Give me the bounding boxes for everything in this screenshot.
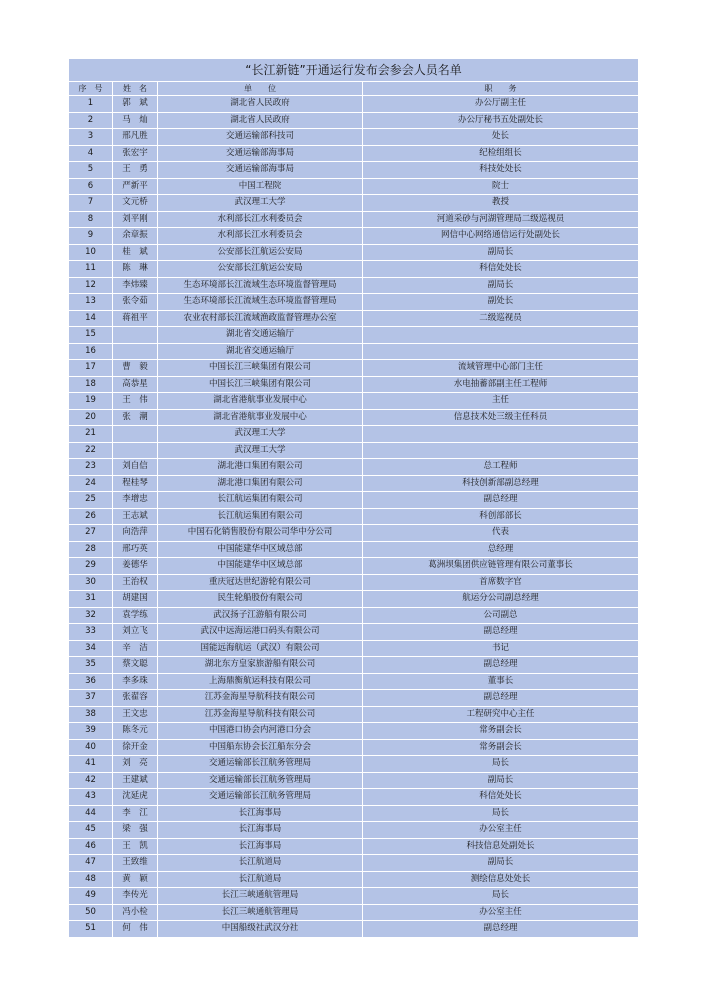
title-row — [69, 59, 639, 82]
row-position-cell: 科技处处长 — [363, 162, 639, 179]
row-organization-cell: 长江航道局 — [158, 871, 363, 888]
row-organization-cell: 水利部长江水利委员会 — [158, 211, 363, 228]
row-name-cell: 李传光 — [113, 888, 158, 905]
row-index-cell: 24 — [69, 475, 113, 492]
row-name-cell: 向浩萍 — [113, 525, 158, 542]
table-row — [69, 360, 639, 377]
row-position-cell: 科信处处长 — [363, 789, 639, 806]
row-position-cell: 首席数字官 — [363, 574, 639, 591]
table-row — [69, 921, 639, 938]
row-index-cell: 13 — [69, 294, 113, 311]
row-index-cell: 6 — [69, 178, 113, 195]
row-index-cell: 46 — [69, 838, 113, 855]
row-index-cell: 25 — [69, 492, 113, 509]
row-name-cell: 王文忠 — [113, 706, 158, 723]
row-name-cell: 郭 斌 — [113, 96, 158, 113]
row-name-cell — [113, 327, 158, 344]
row-organization-cell: 长江航运集团有限公司 — [158, 492, 363, 509]
row-position-cell: 副局长 — [363, 244, 639, 261]
row-name-cell — [113, 426, 158, 443]
row-name-cell: 李炜臻 — [113, 277, 158, 294]
row-organization-cell: 中国港口协会内河港口分会 — [158, 723, 363, 740]
row-name-cell: 李 江 — [113, 805, 158, 822]
row-name-cell: 王 凯 — [113, 838, 158, 855]
table-row — [69, 129, 639, 146]
row-name-cell: 冯小检 — [113, 904, 158, 921]
row-name-cell: 徐开金 — [113, 739, 158, 756]
row-organization-cell: 上海鼎衡航运科技有限公司 — [158, 673, 363, 690]
table-row — [69, 96, 639, 113]
table-row — [69, 376, 639, 393]
row-organization-cell: 交通运输部长江航务管理局 — [158, 756, 363, 773]
row-organization-cell: 中国船东协会长江船东分会 — [158, 739, 363, 756]
row-organization-cell: 武汉理工大学 — [158, 195, 363, 212]
row-name-cell: 邢巧英 — [113, 541, 158, 558]
table-row — [69, 145, 639, 162]
row-position-cell: 总经理 — [363, 541, 639, 558]
table-row — [69, 690, 639, 707]
table-row — [69, 327, 639, 344]
row-name-cell: 刘自信 — [113, 459, 158, 476]
row-organization-cell: 国能远海航运（武汉）有限公司 — [158, 640, 363, 657]
row-organization-cell: 湖北港口集团有限公司 — [158, 459, 363, 476]
row-index-cell: 2 — [69, 112, 113, 129]
row-position-cell: 工程研究中心主任 — [363, 706, 639, 723]
table-row — [69, 310, 639, 327]
row-position-cell: 常务副会长 — [363, 739, 639, 756]
row-name-cell: 程桂琴 — [113, 475, 158, 492]
table-row — [69, 723, 639, 740]
row-index-cell: 32 — [69, 607, 113, 624]
row-position-cell: 局长 — [363, 888, 639, 905]
row-organization-cell: 生态环境部长江流域生态环境监督管理局 — [158, 294, 363, 311]
row-index-cell: 29 — [69, 558, 113, 575]
row-organization-cell: 中国工程院 — [158, 178, 363, 195]
row-name-cell: 刘立飞 — [113, 624, 158, 641]
row-position-cell — [363, 426, 639, 443]
table-body — [69, 96, 639, 938]
row-index-cell: 21 — [69, 426, 113, 443]
row-index-cell: 17 — [69, 360, 113, 377]
row-organization-cell: 交通运输部海事局 — [158, 162, 363, 179]
row-index-cell: 10 — [69, 244, 113, 261]
row-name-cell: 王 勇 — [113, 162, 158, 179]
row-index-cell: 30 — [69, 574, 113, 591]
row-name-cell: 蒋祖平 — [113, 310, 158, 327]
row-index-cell: 48 — [69, 871, 113, 888]
row-position-cell: 局长 — [363, 805, 639, 822]
row-name-cell: 刘 亮 — [113, 756, 158, 773]
row-name-cell: 刘平刚 — [113, 211, 158, 228]
table-row — [69, 492, 639, 509]
row-position-cell: 葛洲坝集团供应链管理有限公司董事长 — [363, 558, 639, 575]
header-row — [69, 82, 639, 96]
header-organization: 单 位 — [158, 82, 363, 96]
table-row — [69, 525, 639, 542]
table-row — [69, 904, 639, 921]
row-index-cell: 12 — [69, 277, 113, 294]
row-organization-cell: 交通运输部长江航务管理局 — [158, 772, 363, 789]
row-organization-cell: 湖北省人民政府 — [158, 112, 363, 129]
table-row — [69, 640, 639, 657]
row-name-cell — [113, 343, 158, 360]
row-name-cell: 李增忠 — [113, 492, 158, 509]
row-name-cell: 张 潮 — [113, 409, 158, 426]
row-position-cell: 河道采砂与河湖管理局二级巡视员 — [363, 211, 639, 228]
row-name-cell: 何 伟 — [113, 921, 158, 938]
row-index-cell: 39 — [69, 723, 113, 740]
row-organization-cell: 湖北省港航事业发展中心 — [158, 409, 363, 426]
row-index-cell: 47 — [69, 855, 113, 872]
table-row — [69, 855, 639, 872]
table-row — [69, 805, 639, 822]
table-row — [69, 888, 639, 905]
row-position-cell: 主任 — [363, 393, 639, 410]
row-name-cell: 桂 斌 — [113, 244, 158, 261]
row-organization-cell: 江苏金海星导航科技有限公司 — [158, 690, 363, 707]
row-position-cell: 水电抽蓄部副主任工程师 — [363, 376, 639, 393]
row-name-cell: 胡建国 — [113, 591, 158, 608]
row-organization-cell: 重庆冠达世纪游轮有限公司 — [158, 574, 363, 591]
header-index: 序 号 — [69, 82, 113, 96]
row-index-cell: 18 — [69, 376, 113, 393]
row-position-cell: 二级巡视员 — [363, 310, 639, 327]
row-position-cell: 航运分公司副总经理 — [363, 591, 639, 608]
row-name-cell: 王治权 — [113, 574, 158, 591]
row-position-cell: 科技信息处副处长 — [363, 838, 639, 855]
row-position-cell: 总工程师 — [363, 459, 639, 476]
row-index-cell: 50 — [69, 904, 113, 921]
row-organization-cell: 武汉扬子江游船有限公司 — [158, 607, 363, 624]
row-position-cell — [363, 343, 639, 360]
row-index-cell: 11 — [69, 261, 113, 278]
table-row — [69, 706, 639, 723]
row-position-cell: 科技创新部副总经理 — [363, 475, 639, 492]
table-row — [69, 772, 639, 789]
row-index-cell: 35 — [69, 657, 113, 674]
row-organization-cell: 湖北港口集团有限公司 — [158, 475, 363, 492]
row-name-cell — [113, 442, 158, 459]
row-organization-cell: 湖北东方皇家旅游船有限公司 — [158, 657, 363, 674]
row-organization-cell: 长江海事局 — [158, 838, 363, 855]
table-row — [69, 541, 639, 558]
row-name-cell: 马 灿 — [113, 112, 158, 129]
table-row — [69, 756, 639, 773]
row-index-cell: 43 — [69, 789, 113, 806]
header-position: 职 务 — [363, 82, 639, 96]
table-row — [69, 442, 639, 459]
row-position-cell: 董事长 — [363, 673, 639, 690]
row-position-cell: 副总经理 — [363, 492, 639, 509]
table-row — [69, 508, 639, 525]
row-index-cell: 3 — [69, 129, 113, 146]
row-index-cell: 14 — [69, 310, 113, 327]
row-position-cell: 副总经理 — [363, 921, 639, 938]
row-name-cell: 王 伟 — [113, 393, 158, 410]
row-position-cell: 公司副总 — [363, 607, 639, 624]
row-index-cell: 34 — [69, 640, 113, 657]
row-name-cell: 辛 洁 — [113, 640, 158, 657]
row-organization-cell: 农业农村部长江流域渔政监督管理办公室 — [158, 310, 363, 327]
row-organization-cell: 长江三峡通航管理局 — [158, 888, 363, 905]
table-row — [69, 624, 639, 641]
table-row — [69, 294, 639, 311]
table-row — [69, 607, 639, 624]
row-name-cell: 陈 琳 — [113, 261, 158, 278]
table-row — [69, 673, 639, 690]
row-organization-cell: 水利部长江水利委员会 — [158, 228, 363, 245]
row-position-cell: 副总经理 — [363, 657, 639, 674]
row-index-cell: 23 — [69, 459, 113, 476]
row-position-cell: 局长 — [363, 756, 639, 773]
row-name-cell: 黄 颖 — [113, 871, 158, 888]
row-index-cell: 40 — [69, 739, 113, 756]
row-position-cell: 纪检组组长 — [363, 145, 639, 162]
row-organization-cell: 中国能建华中区域总部 — [158, 558, 363, 575]
row-position-cell: 副总经理 — [363, 624, 639, 641]
row-index-cell: 31 — [69, 591, 113, 608]
row-position-cell: 副局长 — [363, 772, 639, 789]
row-index-cell: 37 — [69, 690, 113, 707]
row-name-cell: 王致维 — [113, 855, 158, 872]
row-position-cell: 科创部部长 — [363, 508, 639, 525]
row-organization-cell: 中国能建华中区域总部 — [158, 541, 363, 558]
row-name-cell: 梁 强 — [113, 822, 158, 839]
table-row — [69, 426, 639, 443]
table-row — [69, 244, 639, 261]
attendee-table — [68, 58, 639, 938]
table-row — [69, 112, 639, 129]
row-index-cell: 36 — [69, 673, 113, 690]
row-organization-cell: 武汉理工大学 — [158, 426, 363, 443]
row-position-cell: 教授 — [363, 195, 639, 212]
row-organization-cell: 民生轮船股份有限公司 — [158, 591, 363, 608]
row-index-cell: 27 — [69, 525, 113, 542]
table-row — [69, 178, 639, 195]
row-organization-cell: 交通运输部长江航务管理局 — [158, 789, 363, 806]
table-row — [69, 574, 639, 591]
row-index-cell: 41 — [69, 756, 113, 773]
row-position-cell: 副局长 — [363, 277, 639, 294]
row-name-cell: 姜德华 — [113, 558, 158, 575]
row-name-cell: 李多珠 — [113, 673, 158, 690]
table-row — [69, 475, 639, 492]
table-row — [69, 871, 639, 888]
row-position-cell: 办公厅副主任 — [363, 96, 639, 113]
table-row — [69, 162, 639, 179]
row-name-cell: 严新平 — [113, 178, 158, 195]
row-name-cell: 邢凡胜 — [113, 129, 158, 146]
row-organization-cell: 长江海事局 — [158, 822, 363, 839]
row-position-cell: 测绘信息处处长 — [363, 871, 639, 888]
table-row — [69, 277, 639, 294]
row-organization-cell: 中国船级社武汉分社 — [158, 921, 363, 938]
row-organization-cell: 公安部长江航运公安局 — [158, 261, 363, 278]
row-name-cell: 高恭星 — [113, 376, 158, 393]
table-row — [69, 822, 639, 839]
row-index-cell: 33 — [69, 624, 113, 641]
row-position-cell: 副总经理 — [363, 690, 639, 707]
attendee-sheet — [68, 58, 638, 938]
row-name-cell: 曹 毅 — [113, 360, 158, 377]
row-organization-cell: 江苏金海星导航科技有限公司 — [158, 706, 363, 723]
row-name-cell: 王建斌 — [113, 772, 158, 789]
row-index-cell: 28 — [69, 541, 113, 558]
row-index-cell: 4 — [69, 145, 113, 162]
table-row — [69, 195, 639, 212]
row-index-cell: 7 — [69, 195, 113, 212]
row-organization-cell: 湖北省港航事业发展中心 — [158, 393, 363, 410]
row-position-cell: 常务副会长 — [363, 723, 639, 740]
row-index-cell: 38 — [69, 706, 113, 723]
row-organization-cell: 公安部长江航运公安局 — [158, 244, 363, 261]
row-index-cell: 51 — [69, 921, 113, 938]
row-name-cell: 王志斌 — [113, 508, 158, 525]
table-row — [69, 261, 639, 278]
row-index-cell: 19 — [69, 393, 113, 410]
row-index-cell: 16 — [69, 343, 113, 360]
row-index-cell: 49 — [69, 888, 113, 905]
row-name-cell: 蔡文聪 — [113, 657, 158, 674]
row-index-cell: 45 — [69, 822, 113, 839]
row-organization-cell: 长江航道局 — [158, 855, 363, 872]
row-organization-cell: 交通运输部海事局 — [158, 145, 363, 162]
row-organization-cell: 湖北省人民政府 — [158, 96, 363, 113]
row-position-cell: 处长 — [363, 129, 639, 146]
row-organization-cell: 武汉理工大学 — [158, 442, 363, 459]
row-position-cell: 科信处处长 — [363, 261, 639, 278]
row-name-cell: 余章振 — [113, 228, 158, 245]
table-row — [69, 409, 639, 426]
row-position-cell: 信息技术处三级主任科员 — [363, 409, 639, 426]
row-index-cell: 26 — [69, 508, 113, 525]
row-index-cell: 8 — [69, 211, 113, 228]
row-organization-cell: 长江三峡通航管理局 — [158, 904, 363, 921]
table-row — [69, 591, 639, 608]
row-name-cell: 沈延虎 — [113, 789, 158, 806]
row-position-cell: 代表 — [363, 525, 639, 542]
row-index-cell: 5 — [69, 162, 113, 179]
table-row — [69, 459, 639, 476]
row-name-cell: 张令茹 — [113, 294, 158, 311]
row-organization-cell: 中国长江三峡集团有限公司 — [158, 376, 363, 393]
table-row — [69, 739, 639, 756]
row-organization-cell: 长江航运集团有限公司 — [158, 508, 363, 525]
row-organization-cell: 中国石化销售股份有限公司华中分公司 — [158, 525, 363, 542]
row-position-cell: 副处长 — [363, 294, 639, 311]
row-position-cell: 院士 — [363, 178, 639, 195]
header-name: 姓 名 — [113, 82, 158, 96]
table-row — [69, 657, 639, 674]
row-position-cell: 办公厅秘书五处副处长 — [363, 112, 639, 129]
row-index-cell: 44 — [69, 805, 113, 822]
row-name-cell: 文元桥 — [113, 195, 158, 212]
row-index-cell: 42 — [69, 772, 113, 789]
table-row — [69, 838, 639, 855]
table-row — [69, 343, 639, 360]
row-organization-cell: 交通运输部科技司 — [158, 129, 363, 146]
row-position-cell: 办公室主任 — [363, 822, 639, 839]
row-index-cell: 15 — [69, 327, 113, 344]
sheet-title: “长江新链”开通运行发布会参会人员名单 — [69, 59, 639, 82]
table-row — [69, 393, 639, 410]
row-position-cell: 书记 — [363, 640, 639, 657]
table-row — [69, 558, 639, 575]
row-position-cell — [363, 442, 639, 459]
row-index-cell: 9 — [69, 228, 113, 245]
row-organization-cell: 生态环境部长江流域生态环境监督管理局 — [158, 277, 363, 294]
row-name-cell: 张翟容 — [113, 690, 158, 707]
table-row — [69, 789, 639, 806]
row-organization-cell: 中国长江三峡集团有限公司 — [158, 360, 363, 377]
row-position-cell: 办公室主任 — [363, 904, 639, 921]
row-position-cell: 网信中心网络通信运行处副处长 — [363, 228, 639, 245]
row-name-cell: 陈冬元 — [113, 723, 158, 740]
row-organization-cell: 长江海事局 — [158, 805, 363, 822]
row-position-cell: 流域管理中心部门主任 — [363, 360, 639, 377]
row-position-cell: 副局长 — [363, 855, 639, 872]
row-organization-cell: 湖北省交通运输厅 — [158, 343, 363, 360]
row-organization-cell: 武汉中远海运港口码头有限公司 — [158, 624, 363, 641]
row-organization-cell: 湖北省交通运输厅 — [158, 327, 363, 344]
row-index-cell: 20 — [69, 409, 113, 426]
table-row — [69, 211, 639, 228]
row-name-cell: 张宏宇 — [113, 145, 158, 162]
table-row — [69, 228, 639, 245]
row-index-cell: 22 — [69, 442, 113, 459]
row-index-cell: 1 — [69, 96, 113, 113]
row-name-cell: 袁学练 — [113, 607, 158, 624]
row-position-cell — [363, 327, 639, 344]
